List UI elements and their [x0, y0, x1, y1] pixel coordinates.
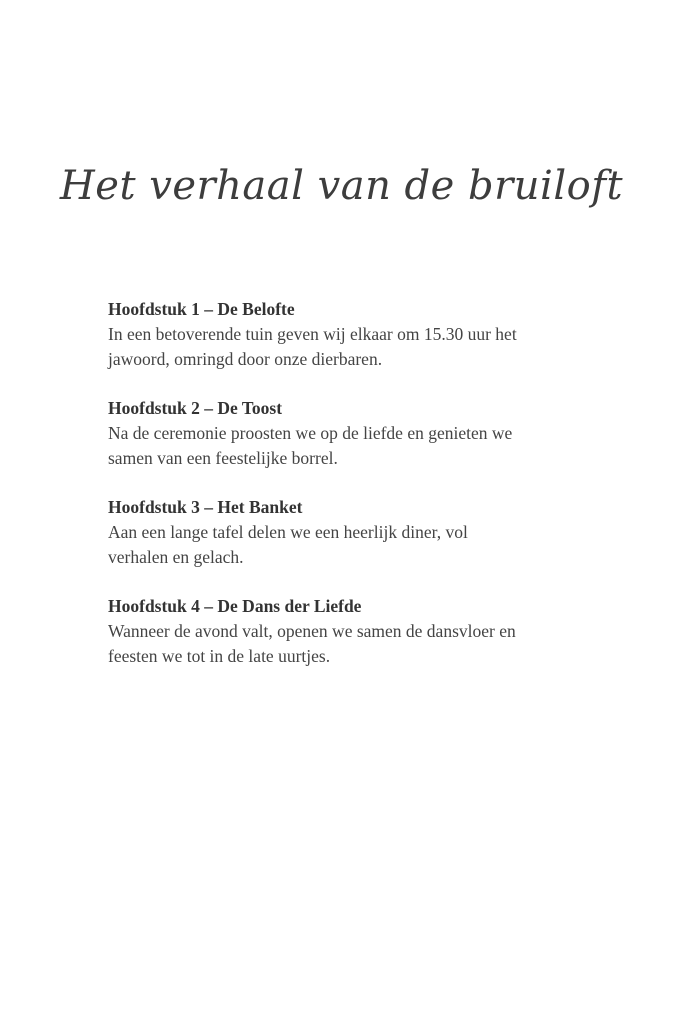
chapter-text-line: Aan een lange tafel delen we een heerlijk diner, vol	[108, 522, 468, 542]
chapter-text-line: feesten we tot in de late uurtjes.	[108, 646, 331, 666]
chapter-1	[108, 297, 588, 372]
chapter-text-line: verhalen en gelach.	[108, 547, 244, 567]
chapter-text-line: samen van een feestelijke borrel.	[108, 448, 338, 468]
chapter-text-line: In een betoverende tuin geven wij elkaar om 15.30 uur het	[108, 324, 517, 344]
chapter-2	[108, 396, 588, 471]
chapter-list	[108, 297, 588, 693]
chapter-heading: Hoofdstuk 2 – De Toost	[108, 398, 283, 418]
chapter-text-line: Wanneer de avond valt, openen we samen de dansvloer en	[108, 621, 516, 641]
chapter-heading: Hoofdstuk 3 – Het Banket	[108, 497, 303, 517]
chapter-4	[108, 594, 588, 669]
chapter-heading: Hoofdstuk 1 – De Belofte	[108, 299, 295, 319]
chapter-heading: Hoofdstuk 4 – De Dans der Liefde	[108, 596, 362, 616]
chapter-text-line: jawoord, omringd door onze dierbaren.	[108, 349, 383, 369]
chapter-3	[108, 495, 588, 570]
chapter-text-line: Na de ceremonie proosten we op de liefde en genieten we	[108, 423, 513, 443]
page-title: Het verhaal van de bruiloft	[59, 163, 624, 209]
